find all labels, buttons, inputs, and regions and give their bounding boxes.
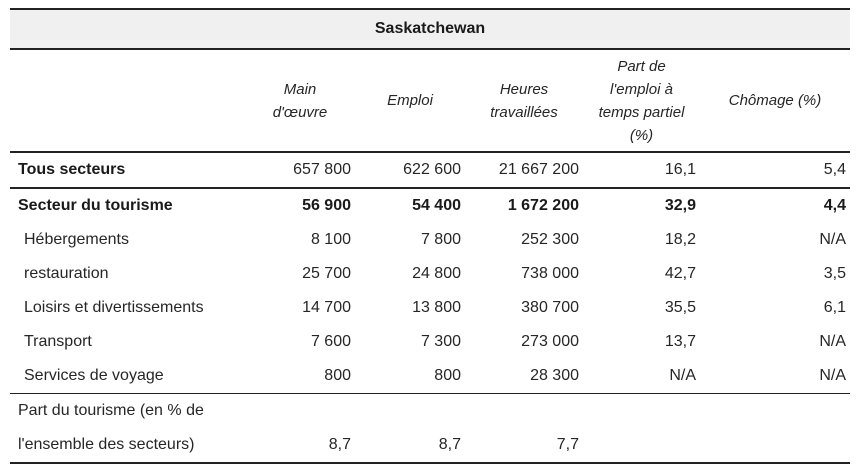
row-tourism-share-employment: 8,7 (355, 394, 465, 464)
row-tourism-sector (10, 188, 850, 223)
row-tourism-share-unemployment (700, 394, 850, 464)
col-header-hours-worked-label: Heures travaillées (490, 80, 558, 121)
row-tourism-share-labour-force: 8,7 (245, 394, 355, 464)
row-travel-services-labour-force: 800 (245, 359, 355, 394)
row-transport-part-time: 13,7 (664, 333, 696, 350)
tourism-statistics-table (10, 8, 850, 464)
table-header-row (10, 49, 850, 152)
row-transport-employment: 7 300 (420, 333, 461, 350)
row-food-services-unemployment: 3,5 (823, 265, 847, 282)
col-header-part-time-share-label: Part de l'emploi à temps partiel (%) (598, 57, 685, 144)
row-food-services-part-time: 42,7 (664, 265, 696, 282)
col-header-hours-worked (465, 49, 583, 152)
row-accommodations-part-time: 18,2 (664, 231, 696, 248)
row-travel-services-hours: 28 300 (465, 359, 583, 394)
table-title: Saskatchewan (10, 9, 850, 49)
row-recreation-entertainment-labour-force: 14 700 (302, 299, 351, 316)
row-tourism-share-label: Part du tourisme (en % de l'ensemble des secteurs) (10, 394, 245, 464)
row-all-sectors-part-time: 16,1 (583, 152, 700, 188)
row-food-services-employment: 24 800 (412, 265, 461, 282)
row-tourism-sector-employment: 54 400 (412, 197, 461, 214)
row-all-sectors-employment: 622 600 (355, 152, 465, 188)
col-header-labour-force-label: Main d'œuvre (272, 80, 328, 121)
row-accommodations (10, 223, 850, 257)
row-all-sectors-labour-force: 657 800 (245, 152, 355, 188)
col-header-employment-label: Emploi (387, 92, 433, 109)
row-recreation-entertainment-employment: 13 800 (412, 299, 461, 316)
row-transport (10, 325, 850, 359)
row-travel-services-label: Services de voyage (10, 359, 245, 394)
row-accommodations-labour-force: 8 100 (310, 231, 351, 248)
row-tourism-sector-label: Secteur du tourisme (18, 197, 173, 214)
row-accommodations-employment: 7 800 (420, 231, 461, 248)
row-accommodations-label: Hébergements (24, 231, 129, 248)
table-title-row (10, 9, 850, 49)
row-all-sectors (10, 152, 850, 188)
row-food-services (10, 257, 850, 291)
col-header-unemployment-label: Chômage (%) (728, 92, 822, 109)
row-travel-services-part-time: N/A (583, 359, 700, 394)
row-tourism-sector-labour-force: 56 900 (302, 197, 351, 214)
row-travel-services-employment: 800 (355, 359, 465, 394)
row-all-sectors-hours: 21 667 200 (465, 152, 583, 188)
row-tourism-share-part-time (583, 394, 700, 464)
col-header-part-time-share (583, 49, 700, 152)
row-tourism-sector-unemployment: 4,4 (823, 197, 847, 214)
row-recreation-entertainment-unemployment: 6,1 (823, 299, 847, 316)
row-food-services-hours: 738 000 (521, 265, 579, 282)
col-header-empty (10, 49, 245, 152)
row-all-sectors-unemployment: 5,4 (700, 152, 850, 188)
row-transport-unemployment: N/A (819, 333, 847, 350)
row-tourism-sector-part-time: 32,9 (664, 197, 696, 214)
row-tourism-share (10, 394, 850, 464)
row-transport-labour-force: 7 600 (310, 333, 351, 350)
row-recreation-entertainment-part-time: 35,5 (664, 299, 696, 316)
row-food-services-labour-force: 25 700 (302, 265, 351, 282)
row-accommodations-hours: 252 300 (521, 231, 579, 248)
col-header-labour-force (245, 49, 355, 152)
row-accommodations-unemployment: N/A (819, 231, 847, 248)
col-header-employment (355, 49, 465, 152)
row-food-services-label: restauration (24, 265, 109, 282)
row-tourism-share-hours: 7,7 (465, 394, 583, 464)
row-recreation-entertainment (10, 291, 850, 325)
row-transport-label: Transport (24, 333, 92, 350)
row-transport-hours: 273 000 (521, 333, 579, 350)
row-all-sectors-label: Tous secteurs (10, 152, 245, 188)
row-recreation-entertainment-hours: 380 700 (521, 299, 579, 316)
row-travel-services (10, 359, 850, 394)
row-travel-services-unemployment: N/A (700, 359, 850, 394)
col-header-unemployment (700, 49, 850, 152)
row-tourism-sector-hours: 1 672 200 (507, 197, 579, 214)
row-recreation-entertainment-label: Loisirs et divertissements (24, 299, 204, 316)
